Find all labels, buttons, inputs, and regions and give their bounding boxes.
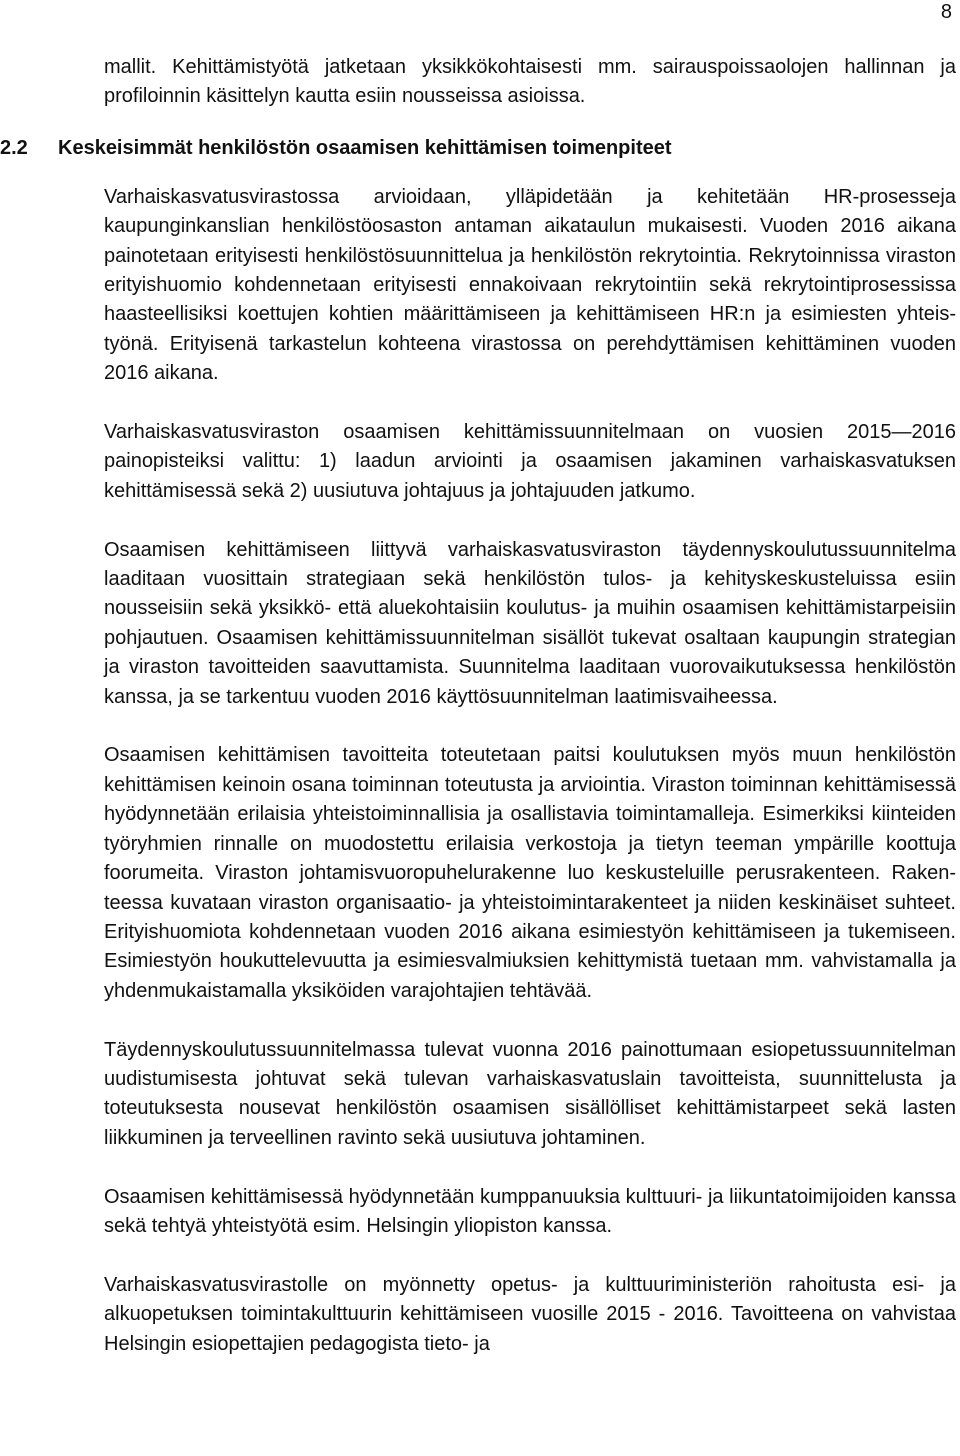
section-heading	[0, 134, 956, 163]
paragraph-training-2016: Täydennyskoulutussuunnitelmassa tulevat vuonna 2016 painottumaan esiopetussuunnitelman uudistumisesta johtuvat sekä tulevan varhaiskasvatuslain tavoitteista, suunnittelusta ja toteutuksesta nousevat henkilöstön osaamisen sisällölliset kehittämistarpeet sekä lasten liikkuminen ja terveellinen ravinto sekä uusiutuva johtaminen.	[104, 1038, 956, 1149]
intro-paragraph: mallit. Kehittämistyötä jatketaan yksikkökohtaisesti mm. sairauspoissaolojen hallinnan ja profiloinnin käsittelyn kautta esiin nousseissa asioissa.	[104, 56, 956, 108]
page-number: 8	[940, 1, 952, 23]
section-title: Keskeisimmät henkilöstön osaamisen kehittämisen toimenpiteet	[58, 136, 672, 159]
paragraph-partnerships: Osaamisen kehittämisessä hyödynnetään kumppanuuksia kulttuuri- ja liikuntatoimijoiden kanssa sekä tehtyä yhteistyötä esim. Helsingin yliopiston kanssa.	[104, 1185, 956, 1237]
section-number: 2.2	[0, 136, 28, 159]
paragraph-hr-processes: Varhaiskasvatusvirastossa arvioidaan, ylläpidetään ja kehitetään HR-prosesseja kaupunginkanslian henkilöstöosaston antaman aikataulun mukaisesti. Vuoden 2016 aikana painotetaan erityisesti henkilöstösuunnittelua ja henkilöstön rekrytointia. Rekrytoinnissa viraston erityishuomio kohdennetaan erityisesti ennakoivaan rekrytointiin sekä rekrytointiprosessissa haasteellisiksi koettujen kohtien määrittämiseen ja kehittämiseen HR:n ja esimiesten yhteistyönä. Erityisenä tarkastelun kohteena virastossa on perehdyttämisen kehittäminen vuoden 2016 aikana.	[104, 185, 956, 385]
paragraph-development-goals: Osaamisen kehittämisen tavoitteita toteutetaan paitsi koulutuksen myös muun henkilöstön kehittämisen keinoin osana toiminnan toteutusta ja arviointia. Viraston toiminnan kehittämisessä hyödynnetään erilaisia yhteistoiminnallisia ja osallistavia toimintamalleja. Esimerkiksi kiinteiden työryhmien rinnalle on muodostettu erilaisia verkostoja ja tietyn teeman ympärille koottuja foorumeita. Viraston johtamisvuoropuhelurakenne luo keskusteluille perusrakenteen. Rakenteessa kuvataan viraston organisaatio- ja yhteistoimintarakenteet ja niiden keskinäiset suhteet. Erityishuomiota kohdennetaan vuoden 2016 aikana esimiestyön kehittämiseen ja tukemiseen. Esimiestyön houkuttelevuutta ja esimiesvalmiuksien kehittymistä tuetaan mm. vahvistamalla ja yhdenmukaistamalla yksiköiden varajohtajien tehtävää.	[104, 744, 956, 1002]
document-body	[0, 53, 956, 1359]
paragraph-ministry-funding: Varhaiskasvatusvirastolle on myönnetty opetus- ja kulttuuriministeriön rahoitusta esi- ja alkuopetuksen toimintakulttuurin kehittämiseen vuosille 2015 - 2016. Tavoitteena on vahvistaa Helsingin esiopettajien pedagogista tieto- ja	[104, 1273, 956, 1355]
paragraph-development-plan: Varhaiskasvatusviraston osaamisen kehittämissuunnitelmaan on vuosien 2015—2016 painopisteiksi valittu: 1) laadun arviointi ja osaamisen jakaminen varhaiskasvatuksen kehittämisessä sekä 2) uusiutuva johtajuus ja johtajuuden jatkumo.	[104, 421, 956, 502]
paragraph-training-plan: Osaamisen kehittämiseen liittyvä varhaiskasvatusviraston täydennyskoulutussuunnitelma laaditaan vuosittain strategiaan sekä henkilöstön tulos- ja kehityskeskusteluissa esiin nousseisiin sekä yksikkö- että aluekohtaisiin koulutus- ja muihin osaamisen kehittämistarpeisiin pohjautuen. Osaamisen kehittämissuunnitelman sisällöt tukevat osaltaan kaupungin strategian ja viraston tavoitteiden saavuttamista. Suunnitelma laaditaan vuorovaikutuksessa henkilöstön kanssa, ja se tarkentuu vuoden 2016 käyttösuunnitelman laatimisvaiheessa.	[104, 538, 956, 708]
